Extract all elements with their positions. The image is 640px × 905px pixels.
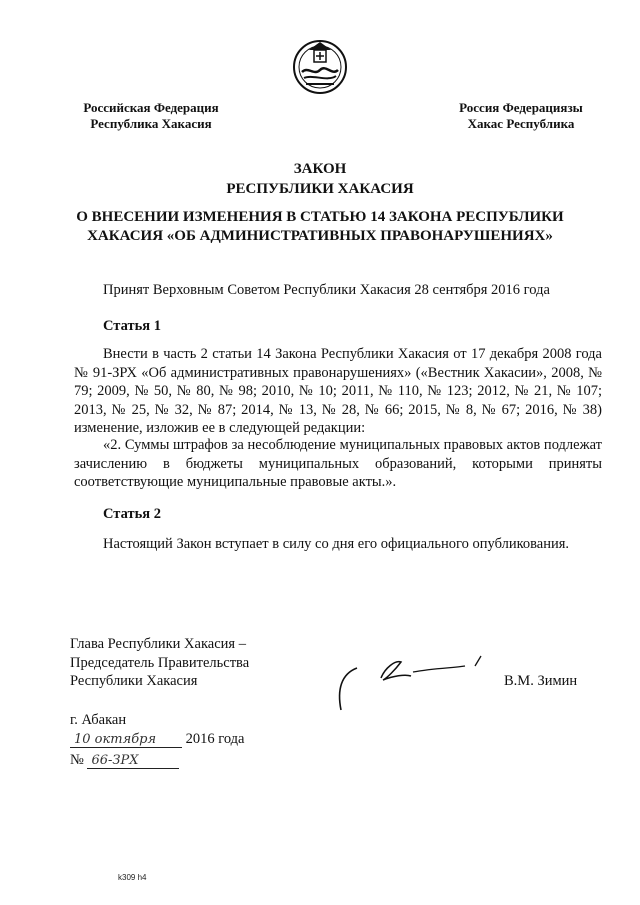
signatory-position-line3: Республики Хакасия: [70, 673, 198, 689]
number-sign: №: [70, 752, 84, 768]
doc-title-line1: ЗАКОН: [293, 161, 347, 177]
doc-subject: О ВНЕСЕНИИ ИЗМЕНЕНИЯ В СТАТЬЮ 14 ЗАКОНА РЕСПУБЛИКИ ХАКАСИЯ «ОБ АДМИНИСТРАТИВНЫХ ПРАВОНАРУШЕНИЯХ»: [76, 209, 564, 244]
handwritten-signature: [335, 650, 495, 712]
header-right-line1: Россия Федерациязы: [459, 100, 583, 115]
law-number-line: [70, 752, 179, 769]
handwritten-law-number: 66-ЗРХ: [87, 753, 179, 769]
article-1-paragraph-2: «2. Суммы штрафов за несоблюдение муниципальных правовых актов подлежат зачислению в бюджеты муниципальных образований, которыми приняты соответствующие муниципальные правовые акты.».: [74, 437, 602, 490]
header-right-line2: Хакас Республика: [467, 116, 575, 131]
header-right: [436, 100, 606, 132]
place-of-adoption: г. Абакан: [70, 712, 127, 728]
handwritten-date: 10 октября: [70, 732, 182, 748]
date-year: 2016 года: [185, 731, 245, 747]
footer-code: k309 h4: [118, 873, 147, 882]
signatory-position-line2: Председатель Правительства: [70, 654, 250, 671]
article-2-heading: Статья 2: [103, 506, 161, 522]
header-left-line1: Российская Федерация: [83, 100, 219, 115]
header-left-line2: Республика Хакасия: [90, 116, 212, 131]
doc-title-line2: РЕСПУБЛИКИ ХАКАСИЯ: [226, 181, 414, 197]
header-left: [66, 100, 236, 132]
signatory-position: [70, 635, 249, 691]
signatory-name: В.М. Зимин: [504, 673, 578, 689]
article-2-paragraph-1: Настоящий Закон вступает в силу со дня его официального опубликования.: [103, 536, 570, 552]
signatory-position-line1: Глава Республики Хакасия –: [70, 636, 246, 652]
coat-of-arms-icon: [292, 36, 348, 98]
article-1-paragraph-1: Внести в часть 2 статьи 14 Закона Республики Хакасия от 17 декабря 2008 года № 91-ЗРХ «Об административных правонарушениях» («Вестник Хакасии», 2008, № 79; 2009, № 50, № 80, № 98; 2010, № 10; 2011, № 110, № 123; 2012, № 21, № 107; 2013, № 25, № 32, № 87; 2014, № 13, № 28, № 66; 2015, № 8, № 67; 2016, № 38) изменение, изложив ее в следующей редакции:: [74, 346, 602, 436]
adopted-line: Принят Верховным Советом Республики Хакасия 28 сентября 2016 года: [103, 282, 550, 298]
article-1-heading: Статья 1: [103, 318, 161, 334]
date-line: [70, 731, 244, 748]
